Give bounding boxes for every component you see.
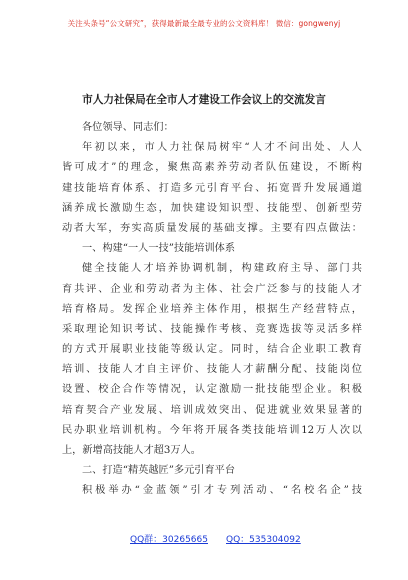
paragraph-line: 涵养成长激励生态，加快建设知识型、技能型、创新型劳	[62, 202, 362, 214]
paragraph-line: 皆可成才”的理念，聚焦高素养劳动者队伍建设，不断构	[62, 162, 362, 174]
paragraph-line: 二、打造“精英越匠”多元引育平台	[82, 465, 236, 477]
paragraph-line: 培育格局。发挥企业培养主体作用，根据生产经营特点，	[62, 303, 362, 315]
qq-contact-link[interactable]: QQ：535304092	[226, 535, 301, 545]
paragraph-line: 民办职业培训机构。今年将开展各类技能培训12万人次以	[62, 424, 362, 436]
paragraph-line: 的方式开展职业技能等级认定。同时，结合企业职工教育	[62, 344, 362, 356]
document-title: 市人力社保局在全市人才建设工作会议上的交流发言	[82, 94, 326, 106]
paragraph-line: 设置、校企合作等情况，认定激励一批技能型企业。积极	[62, 384, 362, 396]
document-body	[62, 118, 362, 502]
paragraph-line: 年初以来，市人力社保局树牢“人才不问出处、人人	[82, 142, 362, 154]
top-banner: 关注头条号“公文研究”，获得最新最全最专业的公文资料库！ 微信：gongwenyj	[67, 19, 341, 28]
qq-group-link[interactable]: QQ群：30265665	[130, 535, 208, 545]
paragraph-line: 健全技能人才培养协调机制，构建政府主导、部门共	[82, 263, 362, 275]
paragraph-line: 培育契合产业发展、培训成效突出、促进就业效果显著的	[62, 404, 362, 416]
paragraph-line: 采取理论知识考试、技能操作考核、竞赛选拔等灵活多样	[62, 323, 362, 335]
paragraph-line: 建技能培育体系、打造多元引育平台、拓宽晋升发展通道	[62, 182, 362, 194]
paragraph-line: 各位领导、同志们：	[82, 122, 174, 133]
paragraph-line: 动者大军，夯实高质量发展的基础支撑。主要有四点做法：	[62, 222, 362, 234]
paragraph-line: 积极举办“金蓝领”引才专列活动、“名校名企”技	[82, 485, 362, 497]
paragraph-line: 培训、技能人才自主评价、技能人才薪酬分配、技能岗位	[62, 364, 362, 376]
paragraph-line: 育共评、企业和劳动者为主体、社会广泛参与的技能人才	[62, 283, 362, 295]
paragraph-line: 一、构建“一人一技”技能培训体系	[82, 243, 236, 255]
paragraph-line: 上，新增高技能人才超3万人。	[62, 445, 201, 456]
